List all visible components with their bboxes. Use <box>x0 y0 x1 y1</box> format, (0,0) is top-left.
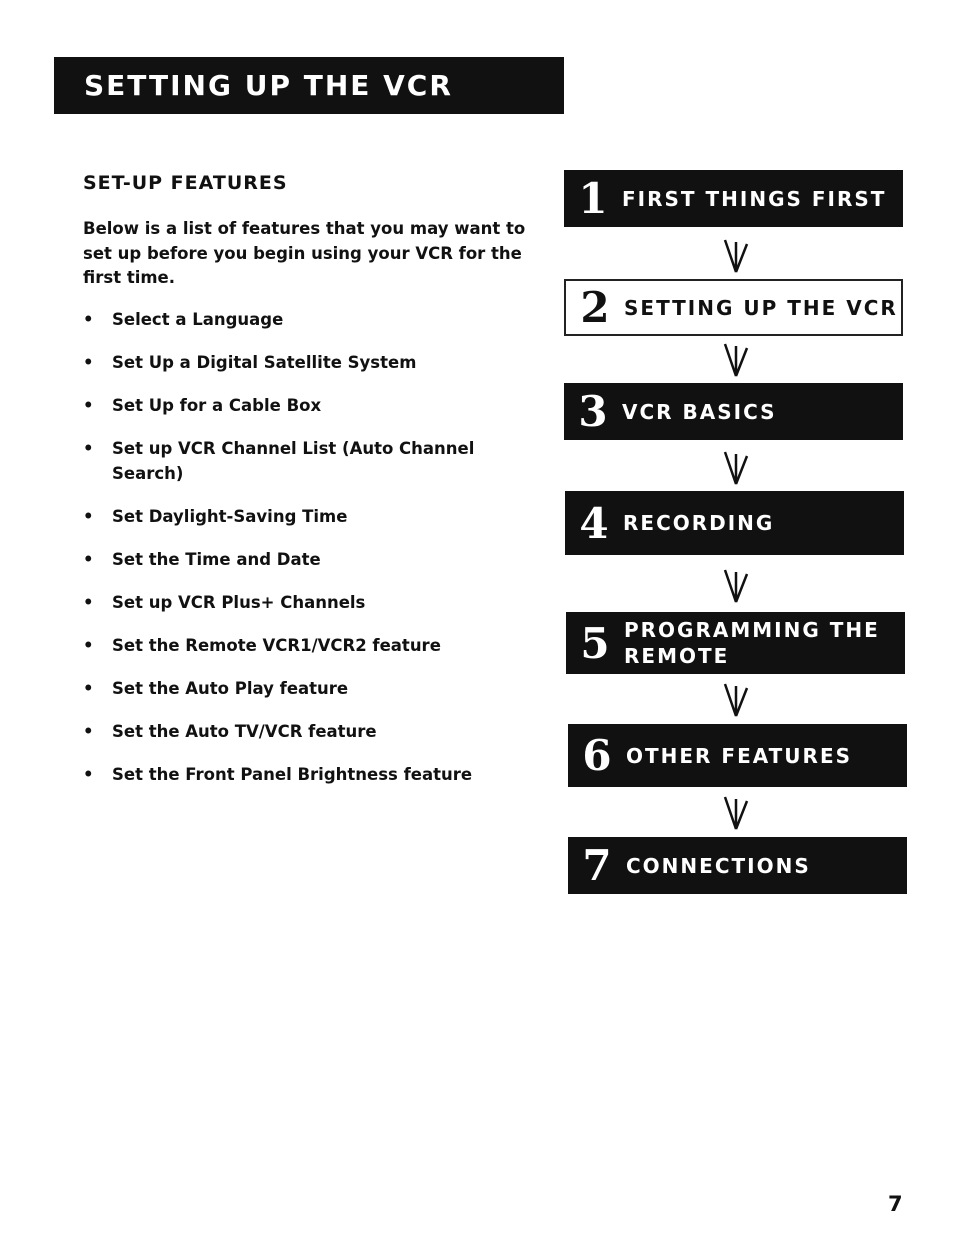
step-label: PROGRAMMING THE REMOTE <box>624 618 880 668</box>
step-5-programming-the-remote <box>566 612 905 674</box>
step-number: 7 <box>582 841 612 890</box>
step-4-recording <box>565 491 904 555</box>
step-6-other-features <box>568 724 907 787</box>
feature-item: • Set Up for a Cable Box <box>83 394 483 419</box>
step-label: OTHER FEATURES <box>626 743 853 768</box>
feature-item: • Set the Auto Play feature <box>83 677 483 702</box>
step-label: RECORDING <box>623 511 775 535</box>
down-arrow-icon <box>721 793 751 833</box>
step-label: CONNECTIONS <box>626 853 811 878</box>
down-arrow-icon <box>721 566 751 606</box>
feature-item: • Set the Remote VCR1/VCR2 feature <box>83 634 483 659</box>
feature-item: • Set Up a Digital Satellite System <box>83 351 483 376</box>
step-2-setting-up-the-vcr <box>564 279 903 336</box>
section-heading: SET-UP FEATURES <box>83 172 288 194</box>
page-title-banner <box>54 57 564 114</box>
page-number: 7 <box>888 1192 903 1216</box>
feature-item: • Set Daylight-Saving Time <box>83 505 483 530</box>
step-label: FIRST THINGS FIRST <box>622 186 887 211</box>
step-label: VCR BASICS <box>622 399 777 424</box>
down-arrow-icon <box>721 340 751 380</box>
step-1-first-things-first <box>564 170 903 227</box>
step-number: 5 <box>580 618 610 668</box>
feature-item: • Set up VCR Plus+ Channels <box>83 591 483 616</box>
step-number: 4 <box>579 498 609 548</box>
step-number: 1 <box>578 174 608 223</box>
step-number: 2 <box>580 283 610 332</box>
step-number: 6 <box>582 731 612 780</box>
feature-item: • Select a Language <box>83 308 483 333</box>
down-arrow-icon <box>721 236 751 276</box>
step-label: SETTING UP THE VCR <box>624 295 898 320</box>
intro-paragraph: Below is a list of features that you may want to set up before you begin using your VCR for the first time. <box>83 219 526 287</box>
page-title: SETTING UP THE VCR <box>84 69 453 102</box>
feature-item: • Set the Time and Date <box>83 548 483 573</box>
feature-item: • Set up VCR Channel List (Auto Channel Search) <box>83 437 483 486</box>
feature-item: • Set the Front Panel Brightness feature <box>83 763 483 788</box>
down-arrow-icon <box>721 680 751 720</box>
step-7-connections <box>568 837 907 894</box>
step-number: 3 <box>578 387 608 436</box>
feature-list <box>83 308 483 806</box>
step-3-vcr-basics <box>564 383 903 440</box>
feature-item: • Set the Auto TV/VCR feature <box>83 720 483 745</box>
down-arrow-icon <box>721 448 751 488</box>
